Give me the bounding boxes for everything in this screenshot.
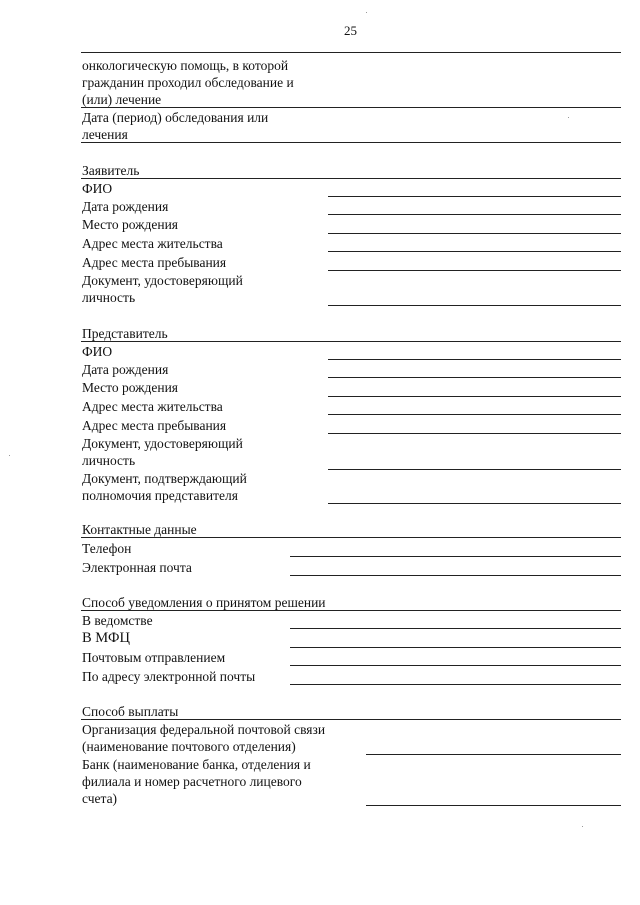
applicant-id-doc-label-2: личность	[82, 290, 136, 305]
representative-birth-place-field[interactable]	[328, 396, 621, 397]
applicant-residence-field[interactable]	[328, 251, 621, 252]
payment-bank-field[interactable]	[366, 805, 621, 806]
payment-postal-label-1: Организация федеральной почтовой связи	[82, 722, 326, 737]
payment-heading: Способ выплаты	[82, 704, 179, 719]
applicant-stay-label: Адрес места пребывания	[82, 255, 227, 270]
representative-fio-field[interactable]	[328, 359, 621, 360]
med-org-line-2: гражданин проходил обследование и	[82, 75, 294, 90]
representative-id-doc-field[interactable]	[328, 469, 621, 470]
med-org-line-3: (или) лечение	[82, 92, 162, 107]
section-rule	[81, 537, 621, 538]
section-rule	[81, 719, 621, 720]
notify-post-label: Почтовым отправлением	[82, 650, 226, 665]
phone-field[interactable]	[290, 556, 621, 557]
contacts-heading: Контактные данные	[82, 522, 197, 537]
email-field[interactable]	[290, 575, 621, 576]
payment-postal-label-2: (наименование почтового отделения)	[82, 739, 296, 754]
representative-auth-doc-field[interactable]	[328, 503, 621, 504]
representative-residence-field[interactable]	[328, 414, 621, 415]
payment-bank-label-3: счета)	[82, 791, 118, 806]
notify-mfc-field[interactable]	[290, 647, 621, 648]
applicant-birth-place-field[interactable]	[328, 233, 621, 234]
representative-stay-field[interactable]	[328, 433, 621, 434]
scan-speck	[366, 12, 367, 13]
scan-speck	[9, 455, 10, 456]
med-org-line-1: онкологическую помощь, в которой	[82, 58, 289, 73]
notify-email-field[interactable]	[290, 684, 621, 685]
notify-email-label: По адресу электронной почты	[82, 669, 256, 684]
representative-auth-doc-label-2: полномочия представителя	[82, 488, 238, 503]
scan-speck	[568, 117, 569, 118]
phone-label: Телефон	[82, 541, 132, 556]
payment-bank-label-2: филиала и номер расчетного лицевого	[82, 774, 302, 789]
representative-residence-label: Адрес места жительства	[82, 399, 223, 414]
representative-stay-label: Адрес места пребывания	[82, 418, 227, 433]
section-rule	[81, 178, 621, 179]
applicant-birth-date-field[interactable]	[328, 214, 621, 215]
representative-id-doc-label-1: Документ, удостоверяющий	[82, 436, 243, 451]
exam-date-label-1: Дата (период) обследования или	[82, 110, 269, 125]
applicant-birth-date-label: Дата рождения	[82, 199, 169, 214]
representative-heading: Представитель	[82, 326, 168, 341]
payment-postal-field[interactable]	[366, 754, 621, 755]
exam-date-label-2: лечения	[82, 127, 128, 142]
notify-mfc-label: В МФЦ	[82, 630, 130, 646]
applicant-residence-label: Адрес места жительства	[82, 236, 223, 251]
scan-speck	[582, 826, 583, 827]
payment-bank-label-1: Банк (наименование банка, отделения и	[82, 757, 311, 772]
applicant-birth-place-label: Место рождения	[82, 217, 179, 232]
representative-birth-place-label: Место рождения	[82, 380, 179, 395]
representative-id-doc-label-2: личность	[82, 453, 136, 468]
top-rule	[81, 52, 621, 53]
applicant-fio-label: ФИО	[82, 181, 113, 196]
representative-fio-label: ФИО	[82, 344, 113, 359]
representative-birth-date-label: Дата рождения	[82, 362, 169, 377]
notify-agency-field[interactable]	[290, 628, 621, 629]
applicant-id-doc-field[interactable]	[328, 305, 621, 306]
representative-birth-date-field[interactable]	[328, 377, 621, 378]
applicant-fio-field[interactable]	[328, 196, 621, 197]
applicant-id-doc-label-1: Документ, удостоверяющий	[82, 273, 243, 288]
page-number: 25	[344, 23, 357, 38]
notify-agency-label: В ведомстве	[82, 613, 153, 628]
applicant-heading: Заявитель	[82, 163, 140, 178]
row-separator	[81, 142, 621, 143]
representative-auth-doc-label-1: Документ, подтверждающий	[82, 471, 247, 486]
row-separator	[81, 107, 621, 108]
notification-heading: Способ уведомления о принятом решении	[82, 595, 326, 610]
notify-post-field[interactable]	[290, 665, 621, 666]
section-rule	[81, 341, 621, 342]
section-rule	[81, 610, 621, 611]
email-label: Электронная почта	[82, 560, 192, 575]
applicant-stay-field[interactable]	[328, 270, 621, 271]
